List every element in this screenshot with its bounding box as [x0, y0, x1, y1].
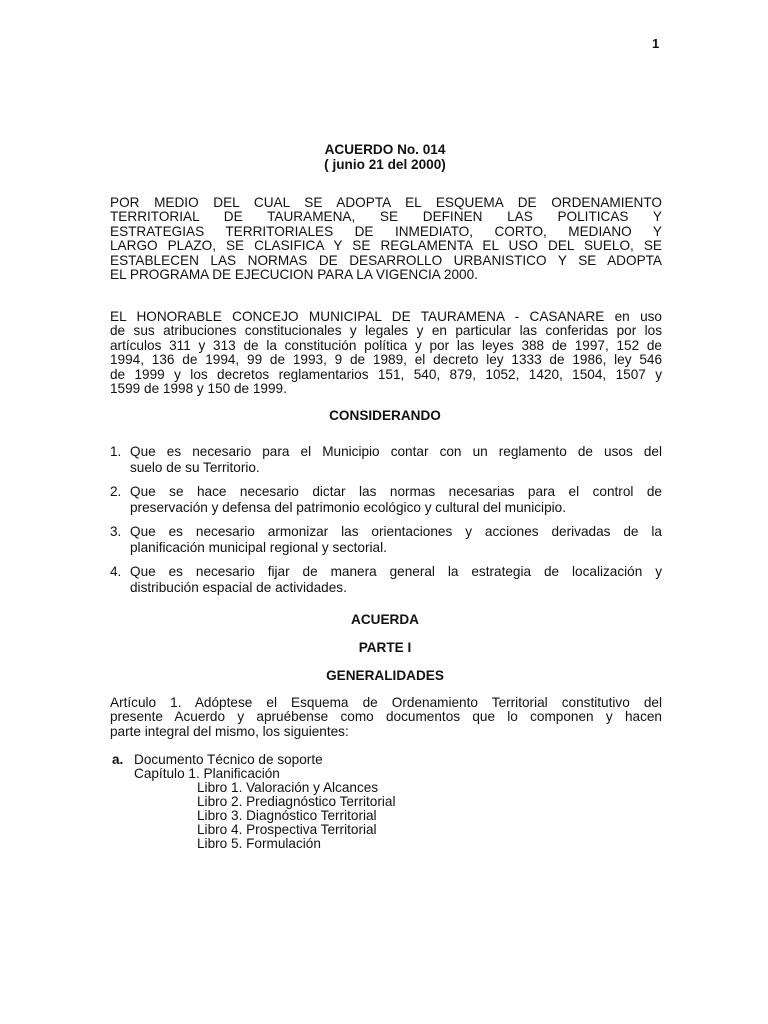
- article-line: Artículo 1. Adóptese el Esquema de Ordenamiento Territorial constitutivo del: [110, 695, 662, 710]
- list-item-line: distribución espacial de actividades.: [130, 579, 347, 595]
- list-item-line: Que es necesario fijar de manera general la estrategia de localización y: [130, 564, 662, 579]
- preamble-line: 1994, 136 de 1994, 99 de 1993, 9 de 1989, el decreto ley 1333 de 1986, ley 546: [110, 352, 662, 368]
- considerando-item-3: [110, 524, 662, 555]
- considerando-item-2: [110, 484, 662, 515]
- preamble-line: 1599 de 1998 y 150 de 1999.: [110, 381, 287, 397]
- acuerda-heading: ACUERDA: [351, 612, 419, 627]
- document-title-block: [110, 142, 660, 172]
- list-item-line: planificación municipal regional y sectorial.: [130, 539, 387, 555]
- preamble-line: de 1999 y los decretos reglamentarios 151, 540, 879, 1052, 1420, 1504, 1507 y: [110, 366, 662, 382]
- article-1-paragraph: [110, 696, 662, 739]
- subject-line: ESTABLECEN LAS NORMAS DE DESARROLLO URBANISTICO Y SE ADOPTA: [110, 252, 662, 268]
- list-item-line: suelo de su Territorio.: [130, 459, 260, 475]
- subject-line: POR MEDIO DEL CUAL SE ADOPTA EL ESQUEMA DE ORDENAMIENTO: [110, 195, 662, 210]
- subject-paragraph: [110, 196, 662, 282]
- book-2: Libro 2. Prediagnóstico Territorial: [197, 794, 396, 809]
- preamble-paragraph: [110, 310, 662, 396]
- preamble-line: artículos 311 y 313 de la constitución política y por las leyes 388 de 1997, 152 de: [110, 337, 662, 353]
- considerando-item-4: [110, 564, 662, 595]
- list-item-line: Que es necesario para el Municipio contar con un reglamento de usos del: [130, 444, 662, 459]
- book-4: Libro 4. Prospectiva Territorial: [197, 822, 377, 837]
- list-item-line: Que es necesario armonizar las orientaciones y acciones derivadas de la: [130, 524, 662, 539]
- article-line: presente Acuerdo y apruébense como documentos que lo componen y hacen: [110, 709, 662, 725]
- list-number: 1.: [110, 444, 122, 459]
- list-item-line: preservación y defensa del patrimonio ecológico y cultural del municipio.: [130, 499, 566, 515]
- document-title: ACUERDO No. 014: [324, 142, 446, 157]
- page-number: 1: [652, 36, 660, 51]
- book-3: Libro 3. Diagnóstico Territorial: [197, 808, 377, 823]
- list-item-line: Que se hace necesario dictar las normas necesarias para el control de: [130, 484, 662, 499]
- list-number: 4.: [110, 564, 122, 579]
- article-line: parte integral del mismo, los siguientes:: [110, 723, 349, 739]
- list-marker-a: a.: [112, 752, 124, 767]
- considerando-heading: CONSIDERANDO: [329, 408, 441, 423]
- considerando-item-1: [110, 444, 662, 475]
- book-1: Libro 1. Valoración y Alcances: [197, 780, 379, 795]
- list-number: 3.: [110, 524, 122, 539]
- subject-line: TERRITORIAL DE TAURAMENA, SE DEFINEN LAS POLITICAS Y: [110, 209, 662, 225]
- subject-line: ESTRATEGIAS TERRITORIALES DE INMEDIATO, CORTO, MEDIANO Y: [110, 223, 662, 239]
- preamble-line: de sus atribuciones constitucionales y legales y en particular las conferidas por los: [110, 323, 662, 339]
- chapter-title: Capítulo 1. Planificación: [134, 766, 280, 781]
- section-heading: GENERALIDADES: [326, 668, 444, 683]
- support-document-title: Documento Técnico de soporte: [134, 752, 323, 767]
- preamble-line: EL HONORABLE CONCEJO MUNICIPAL DE TAURAMENA - CASANARE en uso: [110, 309, 662, 324]
- subject-line: EL PROGRAMA DE EJECUCION PARA LA VIGENCIA 2000.: [110, 267, 478, 283]
- book-5: Libro 5. Formulación: [197, 836, 321, 851]
- document-date: ( junio 21 del 2000): [324, 157, 446, 172]
- subject-line: LARGO PLAZO, SE CLASIFICA Y SE REGLAMENTA EL USO DEL SUELO, SE: [110, 238, 662, 254]
- part-heading: PARTE I: [358, 640, 412, 655]
- list-number: 2.: [110, 484, 122, 499]
